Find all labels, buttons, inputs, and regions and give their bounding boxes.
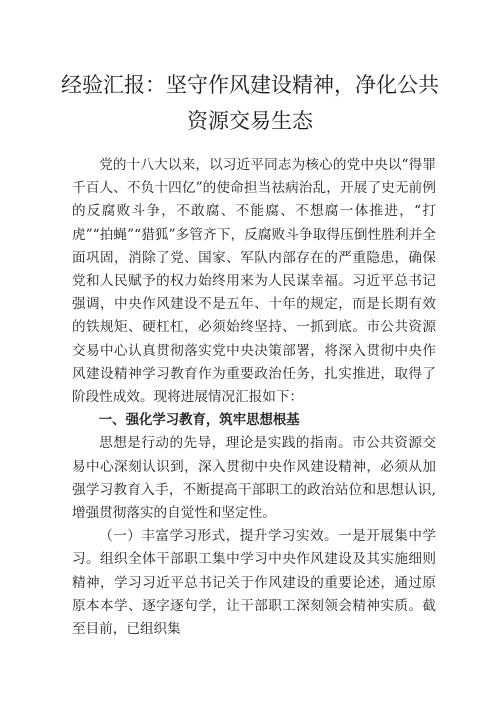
intro-paragraph: 党的十八大以来，以习近平同志为核心的党中央以“得罪千百人、不负十四亿”的使命担当祛病治乱，开展了史无前例的反腐败斗争，不敢腐、不能腐、不想腐一体推进，“打虎”“拍蝇”“猎狐”多管齐下，反腐败斗争取得压倒性胜利并全面巩固，消除了党、国家、军队内部存在的严重隐患，确保党和人民赋予的权力始终用来为人民谋幸福。习近平总书记强调，中央作风建设不是五年、十年的规定，而是长期有效的铁规矩、硬杠杠，必须始终坚持、一抓到底。市公共资源交易中心认真贯彻落实党中央决策部署，将深入贯彻中央作风建设精神学习教育作为重要政治任务，扎实推进，取得了阶段性成效。现将进展情况汇报如下： — [72, 157, 436, 406]
document-title-line-1: 经验汇报：坚守作风建设精神，净化公共 — [61, 73, 439, 97]
subsection-1-paragraph: （一）丰富学习形式，提升学习实效。一是开展集中学习。组织全体干部职工集中学习中央作风建设及其实施细则精神，学习习近平总书记关于作风建设的重要论述，通过原原本本学、逐字逐句学，让干部职工深刻领会精神实质。截至目前，已组织集 — [72, 528, 436, 638]
document-title-line-2: 资源交易生态 — [187, 109, 313, 133]
section-1-paragraph: 思想是行动的先导，理论是实践的指南。市公共资源交易中心深刻认识到，深入贯彻中央作风建设精神，必须从加强学习教育入手，不断提高干部职工的政治站位和思想认识,增强贯彻落实的自觉性和坚定性。 — [72, 435, 436, 522]
section-1-heading: 一、强化学习教育，筑牢思想根基 — [98, 413, 300, 429]
document-body — [72, 154, 436, 641]
